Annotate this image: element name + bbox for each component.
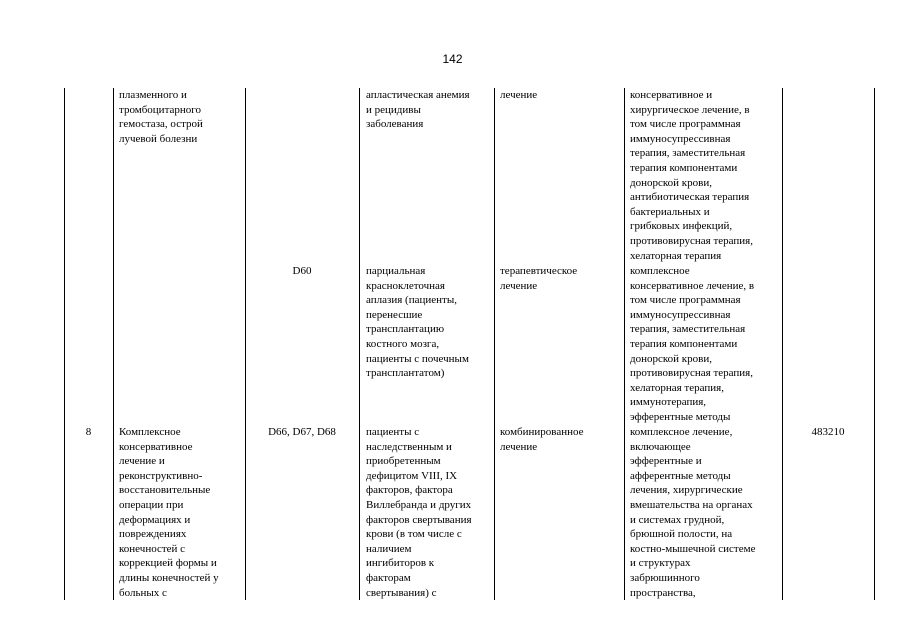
table-cell-treatment-type: лечение (500, 89, 538, 101)
table-cell-treatment-type: терапевтическое лечение (500, 265, 578, 292)
table-cell-model: парциальная красноклеточная аплазия (пациенты, перенесшие трансплантацию костного мозга, пациенты с почечным трансплантатом) (366, 265, 469, 380)
column-divider (874, 88, 875, 600)
column-divider (494, 88, 495, 600)
table-cell-method: комплексное лечение, включающее эфферентные и афферентные методы лечения, хирургические вмешательства на органах и системах грудной, брюшной полости, на костно-мышечной системе и структурах забрюшинного пространства, (630, 426, 756, 599)
table-cell-codes: D60 (292, 265, 312, 277)
table-cell-name: Комплексное консервативное лечение и реконструктивно- восстановительные операции при деформациях и повреждениях конечностей с коррекцией формы и длины конечностей у больных с (119, 426, 219, 599)
table-cell-number: 8 (85, 426, 92, 438)
table-cell-cost: 483210 (811, 426, 845, 438)
column-divider (113, 88, 114, 600)
table-cell-model: апластическая анемия и рецидивы заболевания (366, 89, 470, 131)
table-cell-method: комплексное консервативное лечение, в том числе программная иммуносупрессивная терапия, заместительная терапия компонентами донорской крови, противовирусная терапия, хелаторная терапия, иммунотерапия, эфферентные методы (630, 265, 755, 423)
page-number: 142 (442, 52, 463, 66)
column-divider (245, 88, 246, 600)
column-divider (64, 88, 65, 600)
table-cell-codes: D66, D67, D68 (268, 426, 336, 438)
column-divider (782, 88, 783, 600)
table-cell-model: пациенты с наследственным и приобретенным дефицитом VIII, IX факторов, фактора Виллебранда и других факторов свертывания крови (в том числе с наличием ингибиторов к факторам свертывания) с (366, 426, 472, 599)
column-divider (624, 88, 625, 600)
table-cell-name: плазменного и тромбоцитарного гемостаза, острой лучевой болезни (119, 89, 203, 145)
table-cell-treatment-type: комбинированное лечение (500, 426, 584, 453)
column-divider (359, 88, 360, 600)
table-cell-method: консервативное и хирургическое лечение, в том числе программная иммуносупрессивная терапия, заместительная терапия компонентами донорской крови, антибиотическая терапия бактериальных и грибковых инфекций, противовирусная терапия, хелаторная терапия (630, 89, 753, 262)
